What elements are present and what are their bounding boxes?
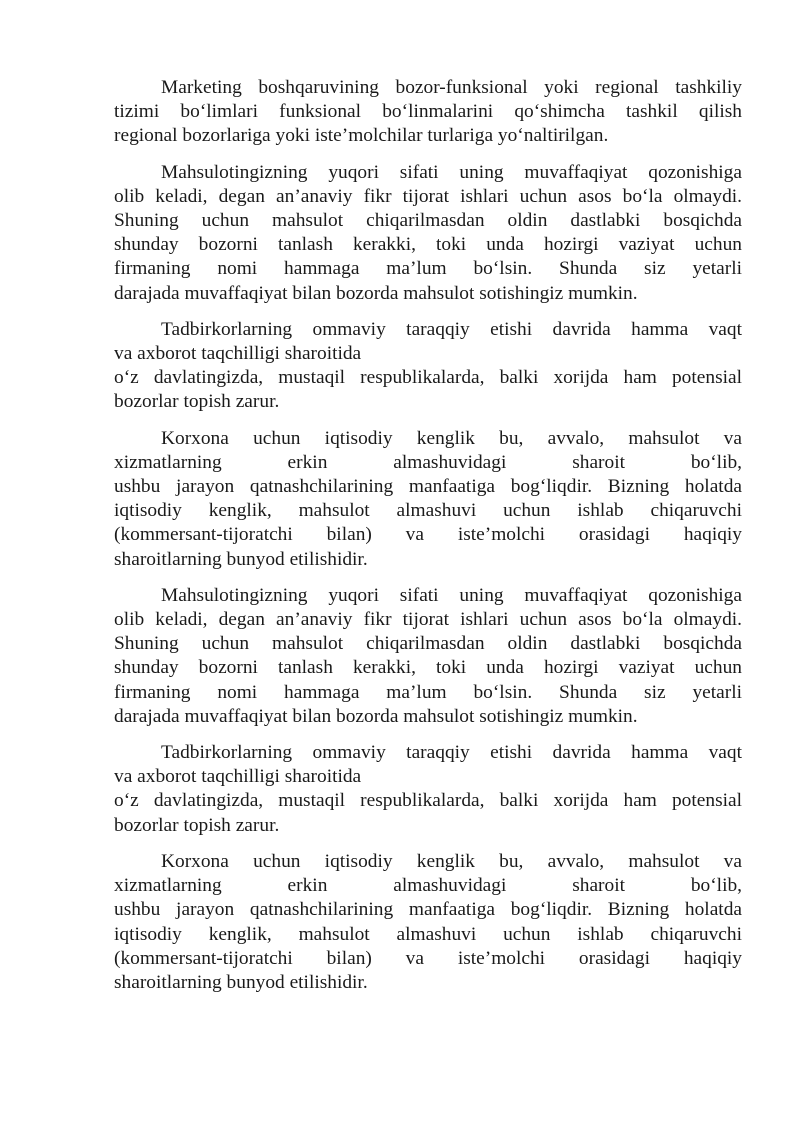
text-line: ushbu jarayon qatnashchilarining manfaatiga bog‘liqdir. Bizning holatda: [114, 899, 742, 921]
text-line: sharoitlarning bunyod etilishidir.: [114, 548, 368, 570]
text-line: va axborot taqchilligi sharoitida: [114, 766, 362, 788]
text-line: darajada muvaffaqiyat bilan bozorda mahsulot sotishingiz mumkin.: [114, 705, 638, 727]
text-line: sharoitlarning bunyod etilishidir.: [114, 971, 368, 993]
text-line: shunday bozorni tanlash kerakki, toki unda hozirgi vaziyat uchun: [114, 657, 742, 679]
paragraph: [114, 318, 742, 415]
text-line: va axborot taqchilligi sharoitida: [114, 343, 362, 365]
text-line: Shuning uchun mahsulot chiqarilmasdan oldin dastlabki bosqichda: [114, 633, 742, 655]
text-line: (kommersant-tijoratchi bilan) va iste’molchi orasidagi haqiqiy: [114, 524, 742, 546]
paragraph: [114, 850, 742, 995]
text-line: o‘z davlatingizda, mustaqil respublikalarda, balki xorijda ham potensial: [114, 790, 742, 812]
document-page: [114, 76, 742, 1007]
text-line: Shuning uchun mahsulot chiqarilmasdan oldin dastlabki bosqichda: [114, 210, 742, 232]
text-line: firmaning nomi hammaga ma’lum bo‘lsin. Shunda siz yetarli: [114, 258, 742, 280]
text-line: bozorlar topish zarur.: [114, 814, 280, 836]
text-line: regional bozorlariga yoki iste’molchilar turlariga yo‘naltirilgan.: [114, 125, 609, 147]
text-line: xizmatlarning erkin almashuvidagi sharoit bo‘lib,: [114, 875, 742, 897]
text-line: bozorlar topish zarur.: [114, 391, 280, 413]
paragraph: [114, 427, 742, 572]
text-line: Tadbirkorlarning ommaviy taraqqiy etishi davrida hamma vaqt: [161, 318, 742, 340]
text-line: iqtisodiy kenglik, mahsulot almashuvi uchun ishlab chiqaruvchi: [114, 500, 742, 522]
paragraph: [114, 584, 742, 729]
text-line: (kommersant-tijoratchi bilan) va iste’molchi orasidagi haqiqiy: [114, 947, 742, 969]
text-line: Tadbirkorlarning ommaviy taraqqiy etishi davrida hamma vaqt: [161, 742, 742, 764]
text-line: iqtisodiy kenglik, mahsulot almashuvi uchun ishlab chiqaruvchi: [114, 923, 742, 945]
text-line: Mahsulotingizning yuqori sifati uning muvaffaqiyat qozonishiga: [161, 161, 742, 183]
text-line: darajada muvaffaqiyat bilan bozorda mahsulot sotishingiz mumkin.: [114, 282, 638, 304]
text-line: o‘z davlatingizda, mustaqil respublikalarda, balki xorijda ham potensial: [114, 367, 742, 389]
text-line: olib keladi, degan an’anaviy fikr tijorat ishlari uchun asos bo‘la olmaydi.: [114, 609, 742, 631]
text-line: xizmatlarning erkin almashuvidagi sharoit bo‘lib,: [114, 451, 742, 473]
text-line: ushbu jarayon qatnashchilarining manfaatiga bog‘liqdir. Bizning holatda: [114, 476, 742, 498]
paragraph: [114, 76, 742, 149]
text-line: shunday bozorni tanlash kerakki, toki unda hozirgi vaziyat uchun: [114, 234, 742, 256]
paragraph: [114, 741, 742, 838]
text-line: Mahsulotingizning yuqori sifati uning muvaffaqiyat qozonishiga: [161, 584, 742, 606]
text-line: Korxona uchun iqtisodiy kenglik bu, avvalo, mahsulot va: [161, 427, 742, 449]
paragraph: [114, 161, 742, 306]
text-line: olib keladi, degan an’anaviy fikr tijorat ishlari uchun asos bo‘la olmaydi.: [114, 185, 742, 207]
text-line: tizimi bo‘limlari funksional bo‘linmalarini qo‘shimcha tashkil qilish: [114, 101, 742, 123]
text-line: firmaning nomi hammaga ma’lum bo‘lsin. Shunda siz yetarli: [114, 681, 742, 703]
text-line: Korxona uchun iqtisodiy kenglik bu, avvalo, mahsulot va: [161, 850, 742, 872]
text-line: Marketing boshqaruvining bozor-funksional yoki regional tashkiliy: [161, 77, 742, 98]
